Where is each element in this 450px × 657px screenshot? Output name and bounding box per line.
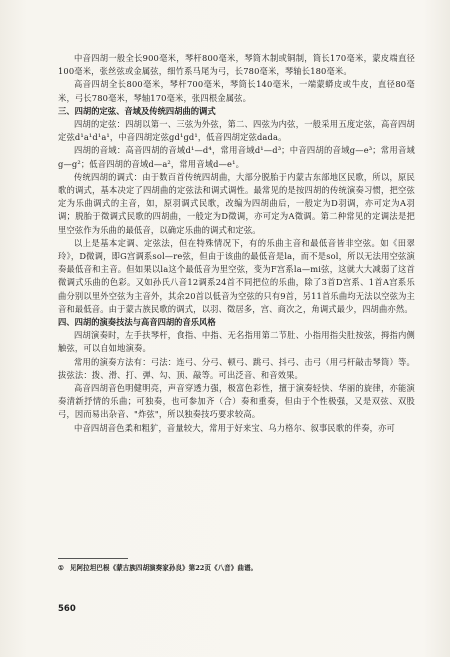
- footnote-mark: ①: [58, 564, 64, 572]
- paragraph-playing-posture: 四胡演奏时，左手扶琴杆，食指、中指、无名指用第二节肚、小指用指尖肚按弦，拇指内侧触弦，可以自如地演奏。: [58, 330, 415, 354]
- paragraph-high-sihu-dimensions: 高音四胡全长800毫米，琴杆700毫米，琴筒长140毫米，一端蒙蟒皮或牛皮，直径80毫米，弓长780毫米，琴轴170毫米，张四根金属弦。: [58, 79, 415, 103]
- main-text: [58, 52, 415, 435]
- paragraph-range: 四胡的音域：高音四胡的音域d¹—d⁴，常用音域d¹—d³；中音四胡的音域g—e³；常用音域g—g²；低音四胡的音域d—a²，常用音域d—e¹。: [58, 145, 415, 169]
- section-heading-4: 四、四胡的演奏技法与高音四胡的音乐风格: [58, 317, 216, 328]
- footnote-text: 见阿拉坦巴根《蒙古族四胡演奏家孙良》第22页《八音》曲谱。: [69, 564, 258, 572]
- paragraph-tuning: 四胡的定弦：四胡以第一、三弦为外弦，第二、四弦为内弦，一般采用五度定弦，高音四胡定弦d¹a¹d¹a¹，中音四胡定弦gd¹gd¹，低音四胡定弦dada。: [58, 119, 415, 143]
- page-number: 560: [58, 604, 76, 614]
- paragraph-high-sihu-style: 高音四胡音色明健明亮，声音穿透力强，极富色彩性，擅于演奏轻快、华丽的旋律，亦能演奏清新抒情的乐曲；可独奏，也可参加齐（合）奏和重奏，但由于个性极强，又是双弦、双股弓，因而易出杂音、"炸弦"，所以独奏技巧要求较高。: [58, 383, 415, 420]
- footnote-divider: [58, 558, 128, 559]
- paragraph-mid-sihu-style: 中音四胡音色柔和粗犷，音量较大，常用于好来宝、乌力格尔、叙事民歌的伴奏，亦可: [74, 422, 395, 433]
- paragraph-modes: 传统四胡的调式：由于数百首传统四胡曲，大部分脱胎于内蒙古东部地区民歌，所以，原民歌的调式，基本决定了四胡曲的定弦法和调式调性。最常见的是按四胡的传统演奏习惯，把空弦定为乐曲调式的主音，如，原羽调式民歌，改编为四胡曲后，一般定为D羽调，亦可定为A羽调；脱胎于徵调式民歌的四胡曲，一般定为D徵调，亦可定为A徵调。第二种常见的定调法是把里空弦作为乐曲的最低音，以确定乐曲的调式和定弦。: [58, 171, 415, 235]
- paragraph-techniques: 常用的演奏方法有：弓法：连弓、分弓、顿弓、跳弓、抖弓、击弓（用弓杆敲击琴筒）等。拔弦法：拨、滑、打、弹、勾、顶、敲等。可出泛音、和音效果。: [58, 356, 415, 380]
- footnote: [58, 563, 415, 573]
- section-heading-3: 三、四胡的定弦、音域及传统四胡曲的调式: [58, 105, 216, 116]
- paragraph-special-cases: 以上是基本定调、定弦法，但在特殊情况下，有的乐曲主音和最低音皆非空弦。如《田翠玲》，D微调，即G宫调系sol—re弦，但由于该曲的最低音是la，而不是sol，所以无法用空弦演奏最低音和主音。但如果以la这个最低音为里空弦，变为F宫系la—mi弦，这就大大减弱了这首微调式乐曲的色彩。又如孙氏八音12调系24首不同把位的乐曲，除了3首D宫系、1首A宫系乐曲分别以里外空弦为主音外，其余20首以低音为空弦的只有9首，另11首乐曲均无法以空弦为主音和最低音。由于蒙古族民歌的调式，以羽、徵居多，宫、商次之，角调式最少，四胡曲亦然。: [58, 237, 415, 314]
- paragraph-mid-sihu-dimensions: 中音四胡一般全长900毫米，琴杆800毫米，琴筒木制或铜制，筒长170毫米，蒙皮端直径100毫米，张丝弦或金属弦，细竹系马尾为弓，长780毫米，琴轴长180毫米。: [58, 53, 415, 77]
